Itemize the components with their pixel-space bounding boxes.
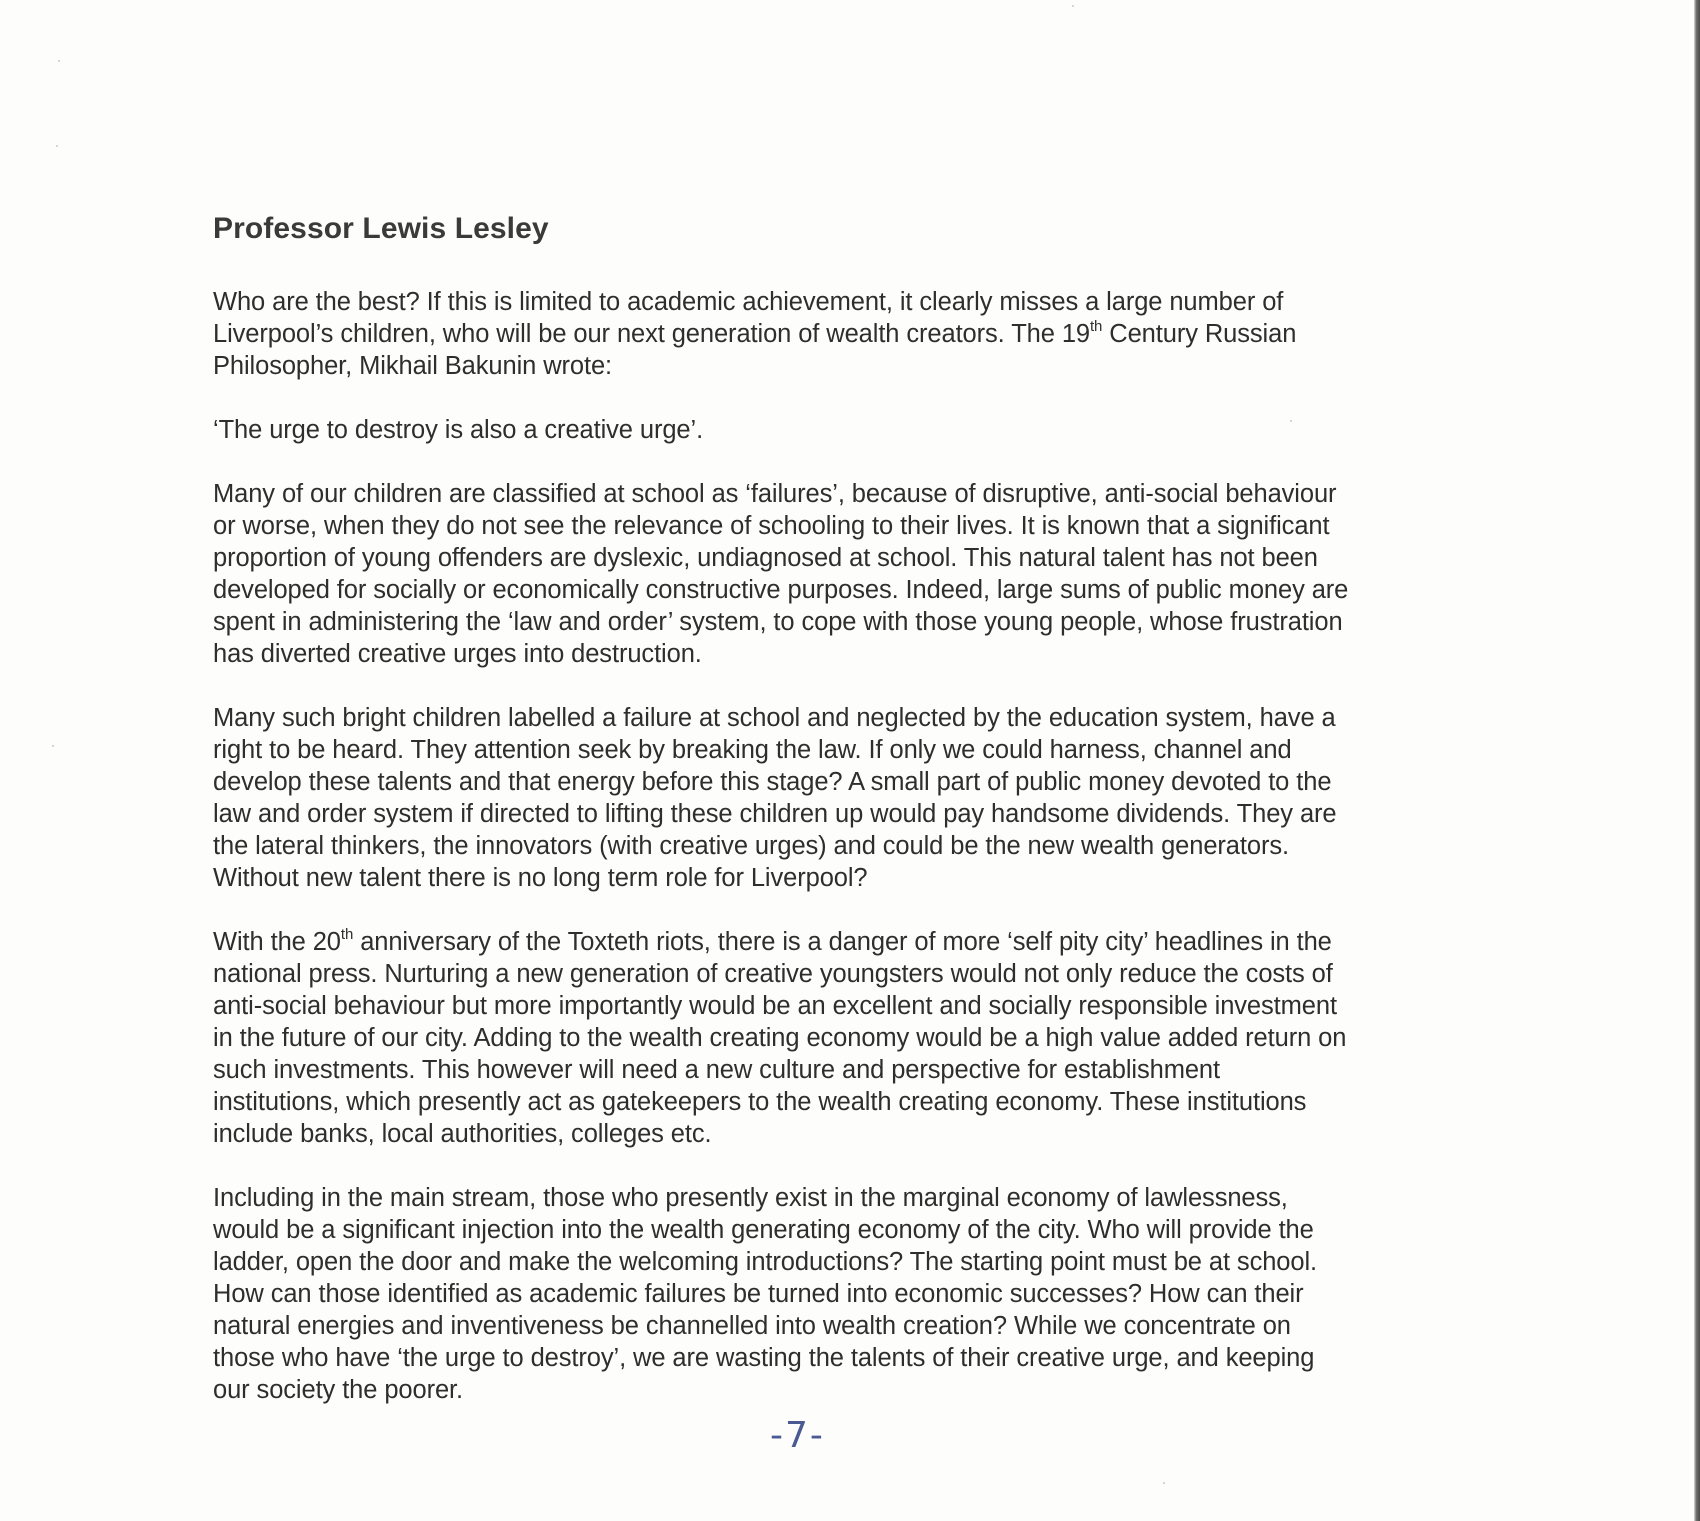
document-body <box>213 212 1483 1438</box>
text-fragment: Century Russian <box>1102 320 1297 348</box>
text-fragment: With the 20 <box>213 928 341 956</box>
text-line: institutions, which presently act as gatekeepers to the wealth creating economy. These institutions <box>213 1088 1307 1116</box>
text-line: law and order system if directed to lifting these children up would pay handsome dividends. They are <box>213 800 1337 828</box>
scanner-edge <box>1694 0 1700 1521</box>
handwritten-page-number: -7- <box>770 1415 825 1456</box>
text-line: anti-social behaviour but more importantly would be an excellent and socially responsible investment <box>213 992 1337 1020</box>
text-line: ‘The urge to destroy is also a creative urge’. <box>213 416 704 444</box>
text-line: Including in the main stream, those who presently exist in the marginal economy of lawlessness, <box>213 1184 1288 1212</box>
scan-speck <box>1163 1482 1165 1484</box>
text-line: ladder, open the door and make the welcoming introductions? The starting point must be at school. <box>213 1248 1318 1276</box>
paragraph <box>213 926 1483 1150</box>
text-line: proportion of young offenders are dyslexic, undiagnosed at school. This natural talent has not been <box>213 544 1318 572</box>
text-line: the lateral thinkers, the innovators (with creative urges) and could be the new wealth generators. <box>213 832 1289 860</box>
text-line: right to be heard. They attention seek by breaking the law. If only we could harness, channel and <box>213 736 1292 764</box>
text-line: our society the poorer. <box>213 1376 464 1404</box>
text-line: spent in administering the ‘law and order’ system, to cope with those young people, whose frustration <box>213 608 1343 636</box>
scan-speck <box>56 145 58 147</box>
text-line: would be a significant injection into the wealth generating economy of the city. Who will provide the <box>213 1216 1314 1244</box>
text-line: natural energies and inventiveness be channelled into wealth creation? While we concentrate on <box>213 1312 1291 1340</box>
text-line: Without new talent there is no long term role for Liverpool? <box>213 864 868 892</box>
text-fragment: Liverpool’s children, who will be our next generation of wealth creators. The 19 <box>213 320 1090 348</box>
text-line: How can those identified as academic failures be turned into economic successes? How can their <box>213 1280 1304 1308</box>
text-line: develop these talents and that energy before this stage? A small part of public money devoted to the <box>213 768 1332 796</box>
text-line: Many of our children are classified at school as ‘failures’, because of disruptive, anti-social behaviour <box>213 480 1337 508</box>
text-line: has diverted creative urges into destruction. <box>213 640 702 668</box>
scan-speck <box>58 60 60 62</box>
ordinal-superscript: th <box>340 926 354 943</box>
text-line: in the future of our city. Adding to the wealth creating economy would be a high value added return on <box>213 1024 1347 1052</box>
text-line: Many such bright children labelled a failure at school and neglected by the education system, have a <box>213 704 1336 732</box>
paragraph <box>213 414 1483 446</box>
paragraph <box>213 1182 1483 1406</box>
author-heading: Professor Lewis Lesley <box>213 212 549 245</box>
text-line: national press. Nurturing a new generation of creative youngsters would not only reduce the costs of <box>213 960 1333 988</box>
text-line: Who are the best? If this is limited to academic achievement, it clearly misses a large number of <box>213 288 1284 316</box>
paragraph <box>213 286 1483 382</box>
text-line: developed for socially or economically constructive purposes. Indeed, large sums of public money are <box>213 576 1349 604</box>
text-line: or worse, when they do not see the relevance of schooling to their lives. It is known that a significant <box>213 512 1330 540</box>
paragraph <box>213 478 1483 670</box>
text-line: Philosopher, Mikhail Bakunin wrote: <box>213 352 613 380</box>
ordinal-superscript: th <box>1089 318 1103 335</box>
text-fragment: anniversary of the Toxteth riots, there is a danger of more ‘self pity city’ headlines in the <box>353 928 1332 956</box>
text-line <box>213 318 1483 350</box>
scan-speck <box>52 745 54 747</box>
scan-speck <box>1072 5 1074 7</box>
text-line: include banks, local authorities, colleges etc. <box>213 1120 712 1148</box>
text-line: such investments. This however will need a new culture and perspective for establishment <box>213 1056 1220 1084</box>
paragraph-list <box>213 286 1483 1406</box>
text-line: those who have ‘the urge to destroy’, we are wasting the talents of their creative urge, and keeping <box>213 1344 1315 1372</box>
text-line <box>213 926 1483 958</box>
paragraph <box>213 702 1483 894</box>
